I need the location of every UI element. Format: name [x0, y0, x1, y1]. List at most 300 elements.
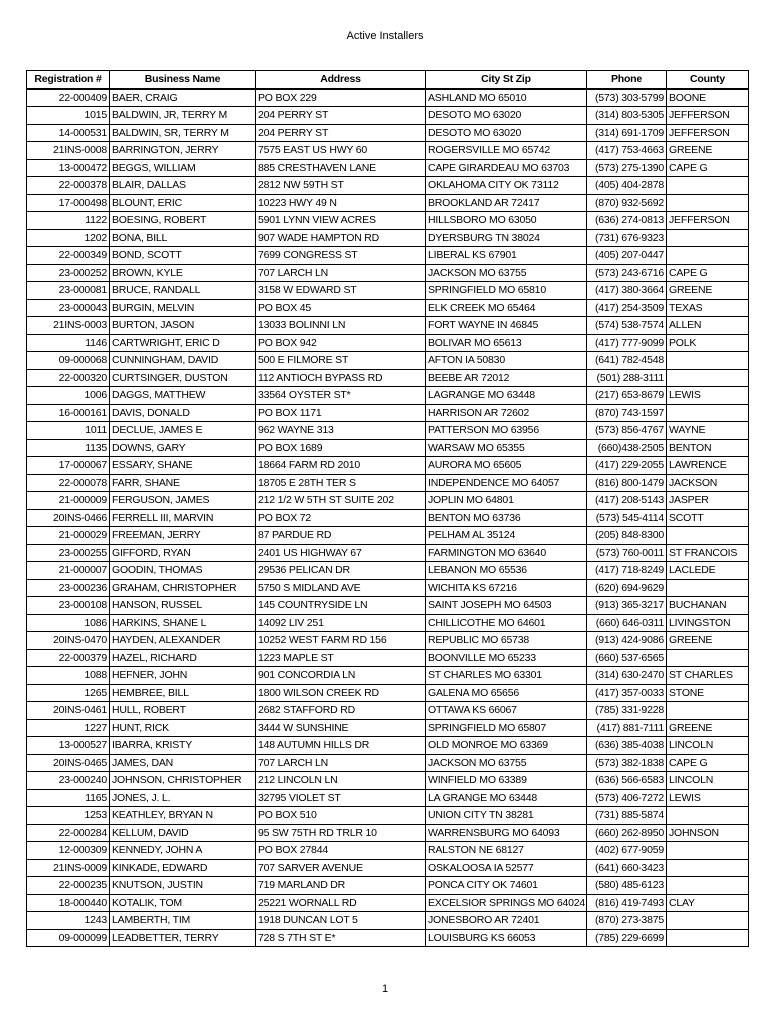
business-name-cell: BAER, CRAIG: [110, 89, 256, 107]
business-name-cell: BURTON, JASON: [110, 317, 256, 335]
city-st-zip-cell: JACKSON MO 63755: [426, 754, 587, 772]
registration-cell: 21INS-0009: [27, 859, 110, 877]
county-cell: [667, 194, 749, 212]
table-row: [27, 352, 749, 370]
address-cell: 29536 PELICAN DR: [256, 562, 426, 580]
county-cell: [667, 579, 749, 597]
city-st-zip-cell: OTTAWA KS 66067: [426, 702, 587, 720]
registration-cell: 1122: [27, 212, 110, 230]
county-cell: [667, 369, 749, 387]
city-st-zip-cell: WARRENSBURG MO 64093: [426, 824, 587, 842]
phone-cell: (501) 288-3111: [587, 369, 667, 387]
address-cell: 1223 MAPLE ST: [256, 649, 426, 667]
city-st-zip-cell: SPRINGFIELD MO 65810: [426, 282, 587, 300]
city-st-zip-cell: ROGERSVILLE MO 65742: [426, 142, 587, 160]
registration-cell: 21-000029: [27, 527, 110, 545]
table-row: [27, 649, 749, 667]
installers-table: [26, 70, 749, 947]
county-cell: CLAY: [667, 894, 749, 912]
table-row: [27, 632, 749, 650]
phone-cell: (816) 800-1479: [587, 474, 667, 492]
city-st-zip-cell: HARRISON AR 72602: [426, 404, 587, 422]
city-st-zip-cell: INDEPENDENCE MO 64057: [426, 474, 587, 492]
phone-cell: (573) 406-7272: [587, 789, 667, 807]
city-st-zip-cell: ST CHARLES MO 63301: [426, 667, 587, 685]
city-st-zip-cell: BOLIVAR MO 65613: [426, 334, 587, 352]
phone-cell: (573) 545-4114: [587, 509, 667, 527]
phone-cell: (402) 677-9059: [587, 842, 667, 860]
phone-cell: (870) 273-3875: [587, 912, 667, 930]
address-cell: PO BOX 45: [256, 299, 426, 317]
header-phone: Phone: [587, 71, 667, 89]
registration-cell: 22-000320: [27, 369, 110, 387]
table-row: [27, 299, 749, 317]
registration-cell: 1135: [27, 439, 110, 457]
registration-cell: 1202: [27, 229, 110, 247]
county-cell: GREENE: [667, 142, 749, 160]
city-st-zip-cell: JACKSON MO 63755: [426, 264, 587, 282]
table-row: [27, 159, 749, 177]
county-cell: ST CHARLES: [667, 667, 749, 685]
table-row: [27, 317, 749, 335]
business-name-cell: DAVIS, DONALD: [110, 404, 256, 422]
phone-cell: (660) 262-8950: [587, 824, 667, 842]
business-name-cell: GRAHAM, CHRISTOPHER: [110, 579, 256, 597]
business-name-cell: BALDWIN, SR, TERRY M: [110, 124, 256, 142]
business-name-cell: BRUCE, RANDALL: [110, 282, 256, 300]
table-row: [27, 562, 749, 580]
registration-cell: 21-000009: [27, 492, 110, 510]
county-cell: LEWIS: [667, 789, 749, 807]
city-st-zip-cell: FORT WAYNE IN 46845: [426, 317, 587, 335]
business-name-cell: FARR, SHANE: [110, 474, 256, 492]
county-cell: [667, 229, 749, 247]
table-row: [27, 492, 749, 510]
business-name-cell: BURGIN, MELVIN: [110, 299, 256, 317]
table-row: [27, 929, 749, 947]
business-name-cell: CUNNINGHAM, DAVID: [110, 352, 256, 370]
address-cell: 1800 WILSON CREEK RD: [256, 684, 426, 702]
phone-cell: (573) 243-6716: [587, 264, 667, 282]
city-st-zip-cell: RALSTON NE 68127: [426, 842, 587, 860]
table-row: [27, 334, 749, 352]
business-name-cell: HARKINS, SHANE L: [110, 614, 256, 632]
address-cell: 10223 HWY 49 N: [256, 194, 426, 212]
registration-cell: 18-000440: [27, 894, 110, 912]
phone-cell: (573) 382-1838: [587, 754, 667, 772]
address-cell: 500 E FILMORE ST: [256, 352, 426, 370]
business-name-cell: DOWNS, GARY: [110, 439, 256, 457]
county-cell: LINCOLN: [667, 772, 749, 790]
registration-cell: 23-000081: [27, 282, 110, 300]
address-cell: 728 S 7TH ST E*: [256, 929, 426, 947]
table-row: [27, 387, 749, 405]
business-name-cell: JONES, J. L.: [110, 789, 256, 807]
registration-cell: 1265: [27, 684, 110, 702]
address-cell: 707 SARVER AVENUE: [256, 859, 426, 877]
registration-cell: 21-000007: [27, 562, 110, 580]
county-cell: GREENE: [667, 632, 749, 650]
table-row: [27, 124, 749, 142]
business-name-cell: BARRINGTON, JERRY: [110, 142, 256, 160]
city-st-zip-cell: AURORA MO 65605: [426, 457, 587, 475]
table-row: [27, 544, 749, 562]
business-name-cell: HAZEL, RICHARD: [110, 649, 256, 667]
phone-cell: (314) 691-1709: [587, 124, 667, 142]
table-row: [27, 614, 749, 632]
table-row: [27, 194, 749, 212]
table-row: [27, 369, 749, 387]
county-cell: [667, 702, 749, 720]
address-cell: PO BOX 1689: [256, 439, 426, 457]
address-cell: 707 LARCH LN: [256, 264, 426, 282]
city-st-zip-cell: LA GRANGE MO 63448: [426, 789, 587, 807]
table-row: [27, 807, 749, 825]
table-row: [27, 229, 749, 247]
business-name-cell: KEATHLEY, BRYAN N: [110, 807, 256, 825]
phone-cell: (405) 404-2878: [587, 177, 667, 195]
registration-cell: 14-000531: [27, 124, 110, 142]
registration-cell: 1006: [27, 387, 110, 405]
business-name-cell: HEMBREE, BILL: [110, 684, 256, 702]
header-city-st-zip: City St Zip: [426, 71, 587, 89]
address-cell: 3444 W SUNSHINE: [256, 719, 426, 737]
address-cell: 212 LINCOLN LN: [256, 772, 426, 790]
phone-cell: (636) 274-0813: [587, 212, 667, 230]
phone-cell: (417) 229-2055: [587, 457, 667, 475]
address-cell: 145 COUNTRYSIDE LN: [256, 597, 426, 615]
table-row: [27, 282, 749, 300]
address-cell: 33564 OYSTER ST*: [256, 387, 426, 405]
phone-cell: (636) 566-6583: [587, 772, 667, 790]
business-name-cell: GOODIN, THOMAS: [110, 562, 256, 580]
table-row: [27, 684, 749, 702]
address-cell: PO BOX 942: [256, 334, 426, 352]
header-county: County: [667, 71, 749, 89]
business-name-cell: CURTSINGER, DUSTON: [110, 369, 256, 387]
registration-cell: 22-000078: [27, 474, 110, 492]
table-row: [27, 824, 749, 842]
address-cell: 5750 S MIDLAND AVE: [256, 579, 426, 597]
city-st-zip-cell: FARMINGTON MO 63640: [426, 544, 587, 562]
phone-cell: (573) 856-4767: [587, 422, 667, 440]
phone-cell: (580) 485-6123: [587, 877, 667, 895]
address-cell: 1918 DUNCAN LOT 5: [256, 912, 426, 930]
registration-cell: 1243: [27, 912, 110, 930]
address-cell: 25221 WORNALL RD: [256, 894, 426, 912]
county-cell: SCOTT: [667, 509, 749, 527]
county-cell: JASPER: [667, 492, 749, 510]
county-cell: [667, 649, 749, 667]
phone-cell: (405) 207-0447: [587, 247, 667, 265]
address-cell: 18664 FARM RD 2010: [256, 457, 426, 475]
county-cell: JOHNSON: [667, 824, 749, 842]
county-cell: JEFFERSON: [667, 212, 749, 230]
table-header-row: [27, 71, 749, 89]
registration-cell: 21INS-0003: [27, 317, 110, 335]
phone-cell: (573) 760-0011: [587, 544, 667, 562]
address-cell: PO BOX 27844: [256, 842, 426, 860]
phone-cell: (314) 803-5305: [587, 107, 667, 125]
business-name-cell: HANSON, RUSSEL: [110, 597, 256, 615]
address-cell: 10252 WEST FARM RD 156: [256, 632, 426, 650]
table-row: [27, 404, 749, 422]
table-row: [27, 859, 749, 877]
table-row: [27, 877, 749, 895]
county-cell: JEFFERSON: [667, 107, 749, 125]
county-cell: CAPE G: [667, 754, 749, 772]
business-name-cell: LEADBETTER, TERRY: [110, 929, 256, 947]
table-row: [27, 702, 749, 720]
city-st-zip-cell: EXCELSIOR SPRINGS MO 64024: [426, 894, 587, 912]
business-name-cell: FERGUSON, JAMES: [110, 492, 256, 510]
city-st-zip-cell: DESOTO MO 63020: [426, 124, 587, 142]
county-cell: [667, 352, 749, 370]
registration-cell: 09-000068: [27, 352, 110, 370]
address-cell: 204 PERRY ST: [256, 124, 426, 142]
phone-cell: (417) 208-5143: [587, 492, 667, 510]
table-row: [27, 177, 749, 195]
table-row: [27, 772, 749, 790]
county-cell: POLK: [667, 334, 749, 352]
table-row: [27, 107, 749, 125]
business-name-cell: HUNT, RICK: [110, 719, 256, 737]
county-cell: [667, 912, 749, 930]
phone-cell: (870) 932-5692: [587, 194, 667, 212]
registration-cell: 20INS-0461: [27, 702, 110, 720]
table-row: [27, 142, 749, 160]
county-cell: JEFFERSON: [667, 124, 749, 142]
phone-cell: (731) 885-5874: [587, 807, 667, 825]
county-cell: LACLEDE: [667, 562, 749, 580]
address-cell: 212 1/2 W 5TH ST SUITE 202: [256, 492, 426, 510]
county-cell: JACKSON: [667, 474, 749, 492]
city-st-zip-cell: SPRINGFIELD MO 65807: [426, 719, 587, 737]
phone-cell: (620) 694-9629: [587, 579, 667, 597]
address-cell: 13033 BOLINNI LN: [256, 317, 426, 335]
city-st-zip-cell: OSKALOOSA IA 52577: [426, 859, 587, 877]
table-row: [27, 457, 749, 475]
address-cell: 962 WAYNE 313: [256, 422, 426, 440]
business-name-cell: IBARRA, KRISTY: [110, 737, 256, 755]
table-row: [27, 579, 749, 597]
header-business-name: Business Name: [110, 71, 256, 89]
city-st-zip-cell: BEEBE AR 72012: [426, 369, 587, 387]
registration-cell: 16-000161: [27, 404, 110, 422]
city-st-zip-cell: GALENA MO 65656: [426, 684, 587, 702]
phone-cell: (641) 660-3423: [587, 859, 667, 877]
county-cell: WAYNE: [667, 422, 749, 440]
business-name-cell: JOHNSON, CHRISTOPHER: [110, 772, 256, 790]
city-st-zip-cell: PELHAM AL 35124: [426, 527, 587, 545]
phone-cell: (785) 229-6699: [587, 929, 667, 947]
registration-cell: 20INS-0465: [27, 754, 110, 772]
county-cell: [667, 877, 749, 895]
registration-cell: 13-000527: [27, 737, 110, 755]
phone-cell: (205) 848-8300: [587, 527, 667, 545]
city-st-zip-cell: JOPLIN MO 64801: [426, 492, 587, 510]
registration-cell: 1227: [27, 719, 110, 737]
county-cell: ST FRANCOIS: [667, 544, 749, 562]
county-cell: BENTON: [667, 439, 749, 457]
table-row: [27, 474, 749, 492]
county-cell: CAPE G: [667, 264, 749, 282]
phone-cell: (573) 303-5799: [587, 89, 667, 107]
business-name-cell: KENNEDY, JOHN A: [110, 842, 256, 860]
address-cell: PO BOX 72: [256, 509, 426, 527]
table-row: [27, 264, 749, 282]
page-number: 1: [381, 983, 389, 995]
city-st-zip-cell: LAGRANGE MO 63448: [426, 387, 587, 405]
registration-cell: 1253: [27, 807, 110, 825]
registration-cell: 22-000378: [27, 177, 110, 195]
registration-cell: 23-000236: [27, 579, 110, 597]
page-title: Active Installers: [346, 30, 424, 42]
county-cell: TEXAS: [667, 299, 749, 317]
phone-cell: (660) 537-6565: [587, 649, 667, 667]
phone-cell: (573) 275-1390: [587, 159, 667, 177]
city-st-zip-cell: AFTON IA 50830: [426, 352, 587, 370]
county-cell: GREENE: [667, 719, 749, 737]
city-st-zip-cell: BOONVILLE MO 65233: [426, 649, 587, 667]
phone-cell: (660) 646-0311: [587, 614, 667, 632]
phone-cell: (660)438-2505: [587, 439, 667, 457]
phone-cell: (641) 782-4548: [587, 352, 667, 370]
phone-cell: (913) 424-9086: [587, 632, 667, 650]
phone-cell: (417) 254-3509: [587, 299, 667, 317]
phone-cell: (731) 676-9323: [587, 229, 667, 247]
registration-cell: 22-000235: [27, 877, 110, 895]
table-row: [27, 89, 749, 107]
city-st-zip-cell: OLD MONROE MO 63369: [426, 737, 587, 755]
business-name-cell: HULL, ROBERT: [110, 702, 256, 720]
table-row: [27, 667, 749, 685]
city-st-zip-cell: BROOKLAND AR 72417: [426, 194, 587, 212]
address-cell: 2682 STAFFORD RD: [256, 702, 426, 720]
city-st-zip-cell: REPUBLIC MO 65738: [426, 632, 587, 650]
city-st-zip-cell: JONESBORO AR 72401: [426, 912, 587, 930]
business-name-cell: LAMBERTH, TIM: [110, 912, 256, 930]
city-st-zip-cell: SAINT JOSEPH MO 64503: [426, 597, 587, 615]
address-cell: 707 LARCH LN: [256, 754, 426, 772]
address-cell: 5901 LYNN VIEW ACRES: [256, 212, 426, 230]
registration-cell: 1015: [27, 107, 110, 125]
city-st-zip-cell: WICHITA KS 67216: [426, 579, 587, 597]
table-row: [27, 212, 749, 230]
table-row: [27, 527, 749, 545]
address-cell: 7575 EAST US HWY 60: [256, 142, 426, 160]
business-name-cell: HAYDEN, ALEXANDER: [110, 632, 256, 650]
county-cell: [667, 527, 749, 545]
phone-cell: (417) 380-3664: [587, 282, 667, 300]
city-st-zip-cell: DESOTO MO 63020: [426, 107, 587, 125]
business-name-cell: BALDWIN, JR, TERRY M: [110, 107, 256, 125]
business-name-cell: BEGGS, WILLIAM: [110, 159, 256, 177]
registration-cell: 23-000108: [27, 597, 110, 615]
city-st-zip-cell: CAPE GIRARDEAU MO 63703: [426, 159, 587, 177]
business-name-cell: BONA, BILL: [110, 229, 256, 247]
county-cell: BUCHANAN: [667, 597, 749, 615]
registration-cell: 13-000472: [27, 159, 110, 177]
address-cell: 885 CRESTHAVEN LANE: [256, 159, 426, 177]
city-st-zip-cell: CHILLICOTHE MO 64601: [426, 614, 587, 632]
table-row: [27, 247, 749, 265]
phone-cell: (417) 718-8249: [587, 562, 667, 580]
phone-cell: (217) 653-8679: [587, 387, 667, 405]
table-row: [27, 719, 749, 737]
county-cell: LINCOLN: [667, 737, 749, 755]
business-name-cell: KELLUM, DAVID: [110, 824, 256, 842]
address-cell: PO BOX 229: [256, 89, 426, 107]
county-cell: GREENE: [667, 282, 749, 300]
registration-cell: 23-000252: [27, 264, 110, 282]
phone-cell: (816) 419-7493: [587, 894, 667, 912]
county-cell: STONE: [667, 684, 749, 702]
phone-cell: (417) 881-7111: [587, 719, 667, 737]
address-cell: 18705 E 28TH TER S: [256, 474, 426, 492]
phone-cell: (314) 630-2470: [587, 667, 667, 685]
county-cell: [667, 247, 749, 265]
address-cell: PO BOX 510: [256, 807, 426, 825]
phone-cell: (417) 753-4663: [587, 142, 667, 160]
table-row: [27, 597, 749, 615]
business-name-cell: FREEMAN, JERRY: [110, 527, 256, 545]
table-row: [27, 439, 749, 457]
business-name-cell: CARTWRIGHT, ERIC D: [110, 334, 256, 352]
county-cell: [667, 842, 749, 860]
county-cell: LEWIS: [667, 387, 749, 405]
phone-cell: (574) 538-7574: [587, 317, 667, 335]
phone-cell: (417) 357-0033: [587, 684, 667, 702]
county-cell: ALLEN: [667, 317, 749, 335]
business-name-cell: BLOUNT, ERIC: [110, 194, 256, 212]
registration-cell: 1146: [27, 334, 110, 352]
city-st-zip-cell: ELK CREEK MO 65464: [426, 299, 587, 317]
business-name-cell: KOTALIK, TOM: [110, 894, 256, 912]
registration-cell: 23-000240: [27, 772, 110, 790]
address-cell: PO BOX 1171: [256, 404, 426, 422]
phone-cell: (870) 743-1597: [587, 404, 667, 422]
address-cell: 112 ANTIOCH BYPASS RD: [256, 369, 426, 387]
phone-cell: (913) 365-3217: [587, 597, 667, 615]
county-cell: [667, 859, 749, 877]
city-st-zip-cell: ASHLAND MO 65010: [426, 89, 587, 107]
header-address: Address: [256, 71, 426, 89]
phone-cell: (636) 385-4038: [587, 737, 667, 755]
business-name-cell: BOND, SCOTT: [110, 247, 256, 265]
header-registration: Registration #: [27, 71, 110, 89]
registration-cell: 22-000409: [27, 89, 110, 107]
table-row: [27, 912, 749, 930]
city-st-zip-cell: BENTON MO 63736: [426, 509, 587, 527]
address-cell: 3158 W EDWARD ST: [256, 282, 426, 300]
registration-cell: 23-000255: [27, 544, 110, 562]
registration-cell: 1086: [27, 614, 110, 632]
city-st-zip-cell: PONCA CITY OK 74601: [426, 877, 587, 895]
county-cell: [667, 404, 749, 422]
city-st-zip-cell: HILLSBORO MO 63050: [426, 212, 587, 230]
registration-cell: 22-000349: [27, 247, 110, 265]
city-st-zip-cell: LOUISBURG KS 66053: [426, 929, 587, 947]
address-cell: 148 AUTUMN HILLS DR: [256, 737, 426, 755]
business-name-cell: BLAIR, DALLAS: [110, 177, 256, 195]
city-st-zip-cell: PATTERSON MO 63956: [426, 422, 587, 440]
county-cell: [667, 929, 749, 947]
registration-cell: 09-000099: [27, 929, 110, 947]
registration-cell: 17-000498: [27, 194, 110, 212]
county-cell: LAWRENCE: [667, 457, 749, 475]
address-cell: 719 MARLAND DR: [256, 877, 426, 895]
